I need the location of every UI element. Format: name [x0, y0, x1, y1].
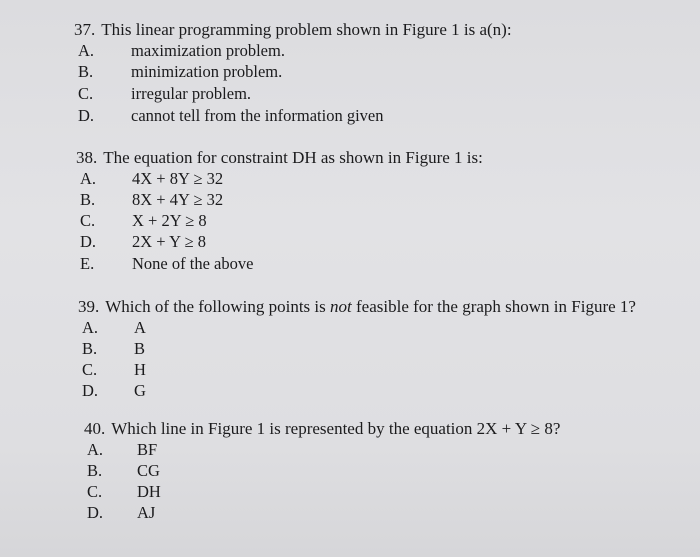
option-letter: A.: [78, 41, 95, 60]
option-letter: B.: [78, 62, 94, 81]
question-text: Which line in Figure 1 is represented by the equation 2X + Y ≥ 8?: [111, 419, 561, 438]
option-text: BF: [137, 440, 158, 459]
option-text: B: [134, 339, 146, 358]
option-text: minimization problem.: [131, 62, 283, 81]
option-letter: B.: [82, 339, 98, 358]
question-number: 37.: [74, 20, 96, 39]
question-stem: [74, 20, 512, 40]
option-letter: D.: [87, 503, 104, 522]
option-text: cannot tell from the information given: [131, 106, 384, 125]
option-text: A: [134, 318, 146, 337]
option-letter: E.: [80, 254, 95, 273]
option-letter: A.: [80, 169, 97, 188]
option-letter: C.: [78, 84, 94, 103]
option-letter: B.: [80, 190, 96, 209]
option-text: 2X + Y ≥ 8: [132, 232, 206, 251]
question-text-end: feasible for the graph shown in Figure 1?: [351, 297, 636, 316]
option-text: H: [134, 360, 146, 379]
option-text: maximization problem.: [131, 41, 285, 60]
option-letter: D.: [80, 232, 97, 251]
option-letter: D.: [78, 106, 95, 125]
question-text: This linear programming problem shown in Figure 1 is a(n):: [101, 20, 512, 39]
option-letter: D.: [82, 381, 99, 400]
question-stem: [84, 419, 560, 439]
question-number: 39.: [78, 297, 100, 316]
option-letter: B.: [87, 461, 103, 480]
option-text: CG: [137, 461, 160, 480]
option-text: 4X + 8Y ≥ 32: [132, 169, 224, 188]
question-text-emphasis: not: [330, 297, 352, 316]
question-text-start: Which of the following points is: [105, 297, 331, 316]
option-letter: C.: [80, 211, 96, 230]
question-text: The equation for constraint DH as shown in Figure 1 is:: [103, 148, 483, 167]
option-text: AJ: [137, 503, 156, 522]
option-text: G: [134, 381, 146, 400]
option-letter: C.: [87, 482, 103, 501]
option-text: None of the above: [132, 254, 254, 273]
option-letter: A.: [87, 440, 104, 459]
option-letter: C.: [82, 360, 98, 379]
option-text: DH: [137, 482, 161, 501]
question-number: 40.: [84, 419, 106, 438]
question-stem: [76, 148, 483, 168]
question-stem: [78, 297, 636, 317]
question-number: 38.: [76, 148, 98, 167]
option-text: irregular problem.: [131, 84, 252, 103]
option-text: 8X + 4Y ≥ 32: [132, 190, 224, 209]
option-letter: A.: [82, 318, 99, 337]
option-text: X + 2Y ≥ 8: [132, 211, 207, 230]
